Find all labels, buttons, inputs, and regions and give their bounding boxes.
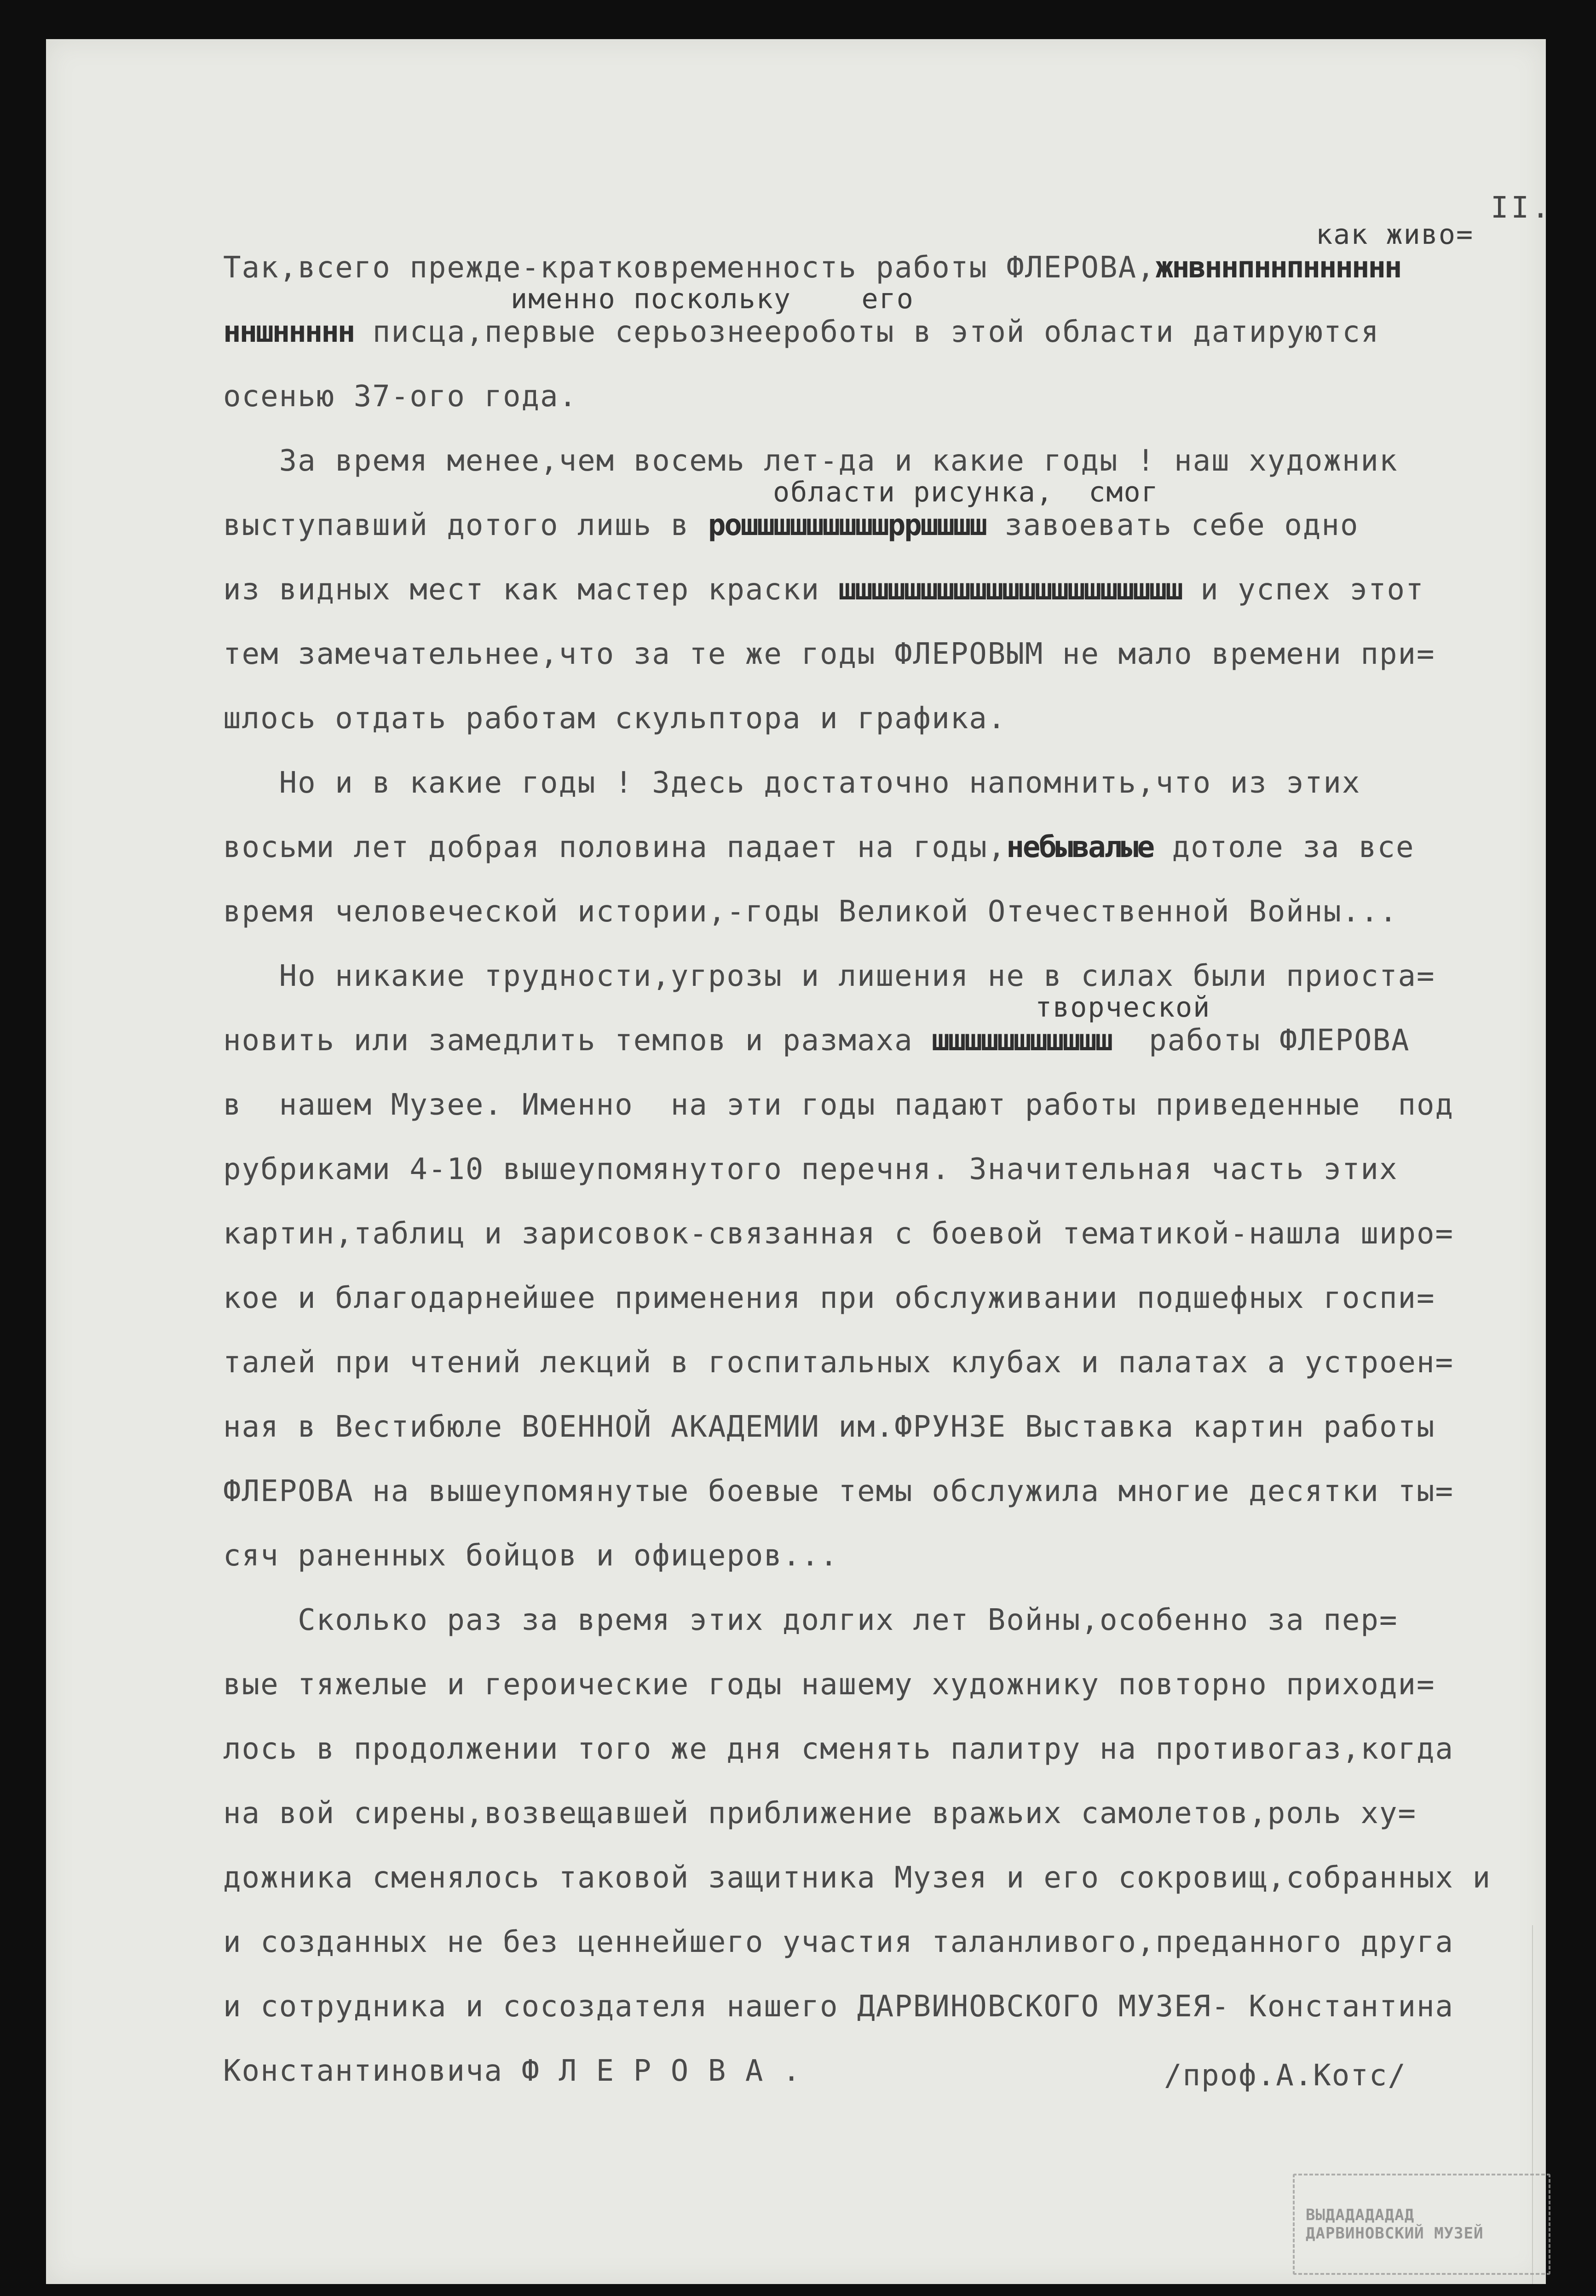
text-line — [223, 702, 1006, 736]
struck-out-text: рошшшшшшшшшрршшшш — [708, 508, 986, 542]
interlinear-insertion: как живо= — [1316, 219, 1474, 251]
text-line — [223, 766, 1360, 800]
signature-line: /проф.А.Котс/ — [1164, 2059, 1406, 2093]
line-segment: Константиновича Ф Л Е Р О В А . — [223, 2054, 801, 2088]
interlinear-insertion: именно поскольку его — [511, 283, 914, 315]
line-segment: картин,таблиц и зарисовок-связанная с боевой тематикой-нашла широ= — [223, 1217, 1454, 1251]
line-segment: писца,первые серьознеероботы в этой области датируются — [354, 315, 1380, 349]
text-line — [223, 1024, 1410, 1058]
stamp-line-1: ВЫДАДАДАДАД — [1306, 2206, 1415, 2224]
text-line — [223, 1732, 1454, 1766]
document-sheet — [46, 39, 1552, 2284]
line-segment: в нашем Музее. Именно на эти годы падают работы приведенные под — [223, 1088, 1454, 1122]
text-line — [223, 1217, 1454, 1251]
line-segment: новить или замедлить темпов и размаха — [223, 1024, 932, 1058]
line-segment: кое и благодарнейшее применения при обслуживании подшефных госпи= — [223, 1281, 1435, 1315]
text-line — [223, 895, 1398, 929]
text-line — [223, 1990, 1454, 2024]
text-line — [223, 573, 1424, 607]
struck-out-text: шшшшшшшшшшшшшшшшшшшшш — [838, 573, 1182, 607]
text-line — [223, 444, 1398, 478]
text-line — [223, 315, 1379, 349]
text-line — [223, 380, 577, 414]
line-segment: Сколько раз за время этих долгих лет Войны,особенно за пер= — [223, 1603, 1398, 1637]
line-segment: шлось отдать работам скульптора и графика. — [223, 702, 1007, 736]
line-segment: За время менее,чем восемь лет-да и какие годы ! наш художник — [223, 444, 1398, 478]
line-segment: и успех этот — [1181, 573, 1424, 607]
text-line — [223, 1088, 1454, 1122]
line-segment: время человеческой истории,-годы Великой Отечественной Войны... — [223, 895, 1398, 929]
text-line — [223, 959, 1435, 993]
archive-stamp — [1293, 2174, 1550, 2275]
line-segment: сяч раненных бойцов и офицеров... — [223, 1539, 839, 1573]
text-line — [223, 1410, 1435, 1444]
line-segment: завоевать себе одно — [985, 508, 1359, 542]
struck-out-text: небывалые — [1006, 830, 1154, 864]
text-line — [223, 830, 1415, 864]
text-line — [223, 1281, 1435, 1315]
line-segment: талей при чтений лекций в госпитальных клубах и палатах а устроен= — [223, 1346, 1454, 1380]
line-segment: дожника сменялось таковой защитника Музея и его сокровищ,собранных и — [223, 1861, 1492, 1895]
line-segment: осенью 37-ого года. — [223, 380, 578, 414]
text-line — [223, 1668, 1435, 1702]
line-segment: и созданных не без ценнейшего участия таланливого,преданного друга — [223, 1925, 1454, 1959]
text-line — [223, 1539, 839, 1573]
line-segment: и сотрудника и сосоздателя нашего ДАРВИНОВСКОГО МУЗЕЯ- Константина — [223, 1990, 1454, 2024]
line-segment: Но никакие трудности,угрозы и лишения не в силах были приоста= — [223, 959, 1435, 993]
text-line — [223, 2054, 801, 2088]
line-segment: на вой сирены,возвещавшей приближение вражьих самолетов,роль ху= — [223, 1796, 1417, 1830]
text-line — [223, 1152, 1398, 1186]
page-number: II. — [1491, 191, 1552, 225]
line-segment: лось в продолжении того же дня сменять палитру на противогаз,когда — [223, 1732, 1454, 1766]
typed-text-body — [46, 39, 1546, 2284]
text-line — [223, 1796, 1417, 1830]
stamp-line-2: ДАРВИНОВСКИЙ МУЗЕЙ — [1306, 2224, 1484, 2243]
interlinear-insertion: области рисунка, смог — [773, 476, 1159, 508]
text-line — [223, 1346, 1454, 1380]
text-line — [223, 1925, 1454, 1959]
interlinear-insertion: творческой — [1035, 991, 1211, 1024]
line-segment: ФЛЕРОВА на вышеупомянутые боевые темы обслужила многие десятки ты= — [223, 1474, 1454, 1508]
struck-out-text: жнвннпннпнннннн — [1155, 251, 1401, 285]
struck-out-text: шшшшшшшшшшш — [932, 1024, 1112, 1058]
text-line — [223, 1474, 1454, 1508]
line-segment: выступавший дотого лишь в — [223, 508, 708, 542]
line-segment: из видных мест как мастер краски — [223, 573, 839, 607]
line-segment: вые тяжелые и героические годы нашему художнику повторно приходи= — [223, 1668, 1435, 1702]
line-segment: восьми лет добрая половина падает на годы, — [223, 830, 1007, 864]
text-line — [223, 637, 1435, 671]
line-segment: Так,всего прежде-кратковременность работы ФЛЕРОВА, — [223, 251, 1156, 285]
text-line — [223, 508, 1359, 542]
line-segment: Но и в какие годы ! Здесь достаточно напомнить,что из этих — [223, 766, 1361, 800]
struck-out-text: нншннннн — [223, 315, 354, 349]
line-segment: работы ФЛЕРОВА — [1112, 1024, 1410, 1058]
line-segment: рубриками 4-10 вышеупомянутого перечня. Значительная часть этих — [223, 1152, 1398, 1186]
line-segment: тем замечательнее,что за те же годы ФЛЕРОВЫМ не мало времени при= — [223, 637, 1435, 671]
text-line — [223, 251, 1401, 285]
text-line — [223, 1603, 1398, 1637]
text-line — [223, 1861, 1491, 1895]
line-segment: дотоле за все — [1153, 830, 1415, 864]
line-segment: ная в Вестибюле ВОЕННОЙ АКАДЕМИИ им.ФРУНЗЕ Выставка картин работы — [223, 1410, 1435, 1444]
